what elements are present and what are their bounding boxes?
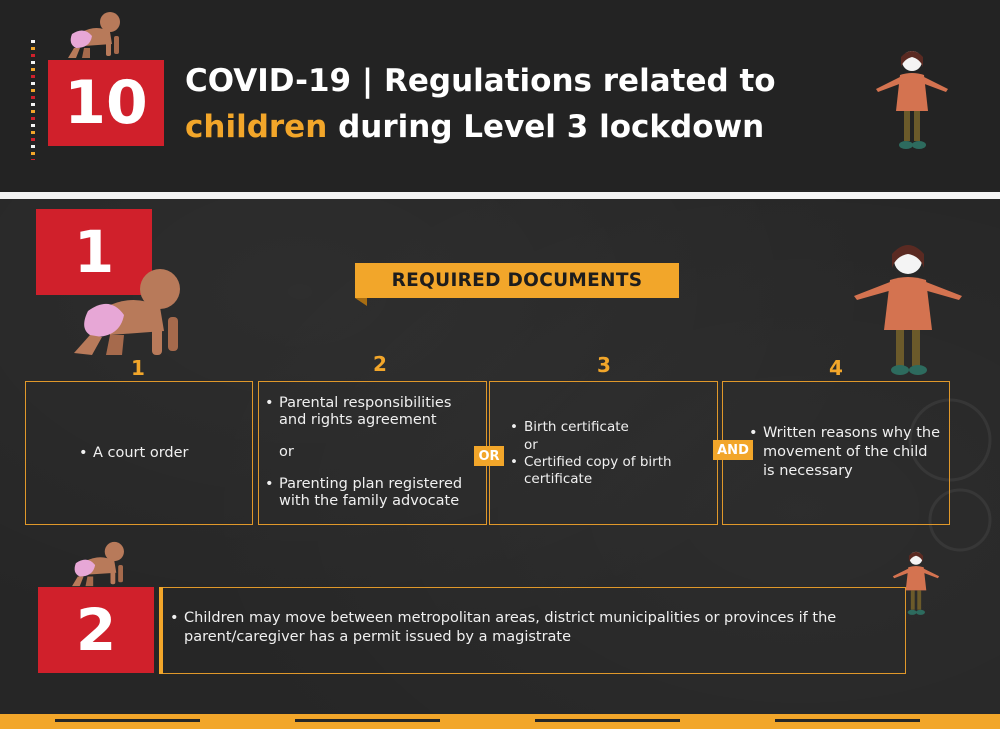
card1-number: 1: [131, 356, 145, 380]
card4-number: 4: [829, 356, 843, 380]
section2-accent-bar: [159, 587, 163, 674]
document-card-1: [25, 381, 253, 525]
section1-badge: 1: [36, 209, 152, 295]
girl-illustration-icon: [890, 548, 942, 620]
header-badge: 10: [48, 60, 164, 146]
title-rest: during Level 3 lockdown: [327, 109, 765, 145]
and-tag: AND: [713, 440, 753, 460]
card2-connector: or: [279, 444, 294, 460]
card3-connector: or: [524, 437, 538, 453]
document-card-4: [722, 381, 950, 525]
footer-lines: [0, 719, 1000, 722]
section2-text: • Children may move between metropolitan areas, district municipalities or provinces if the parent/caregiver has a permit issued by a magistrate: [184, 609, 864, 647]
card4-item: • Written reasons why the movement of the child is necessary: [763, 424, 943, 481]
crawling-baby-icon: [66, 265, 192, 361]
card2-item-1: • Parental responsibilities and rights agreement: [279, 395, 479, 429]
card3-item-2: • Certified copy of birth certificate: [524, 454, 704, 487]
crawling-baby-icon: [62, 10, 132, 62]
card1-item: • A court order: [93, 445, 188, 462]
card3-item-1: • Birth certificate: [524, 419, 704, 436]
decorative-strip: [31, 40, 35, 160]
girl-illustration-icon: [850, 238, 966, 380]
page-title: [185, 58, 885, 150]
card2-item-2: • Parenting plan registered with the family advocate: [279, 476, 479, 510]
section2-box: [160, 587, 906, 674]
document-card-3: [489, 381, 718, 525]
ribbon-fold: [355, 298, 367, 306]
card2-number: 2: [373, 352, 387, 376]
crawling-baby-icon: [62, 540, 134, 590]
girl-illustration-icon: [872, 45, 952, 157]
header-divider: [0, 192, 1000, 199]
title-line1: COVID-19 | Regulations related to: [185, 63, 776, 99]
required-documents-ribbon: REQUIRED DOCUMENTS: [355, 263, 679, 298]
title-line2: [185, 104, 885, 150]
title-highlight: children: [185, 109, 328, 145]
document-card-2: [258, 381, 487, 525]
section2-badge: 2: [38, 587, 154, 673]
or-tag: OR: [474, 446, 504, 466]
card3-number: 3: [597, 353, 611, 377]
